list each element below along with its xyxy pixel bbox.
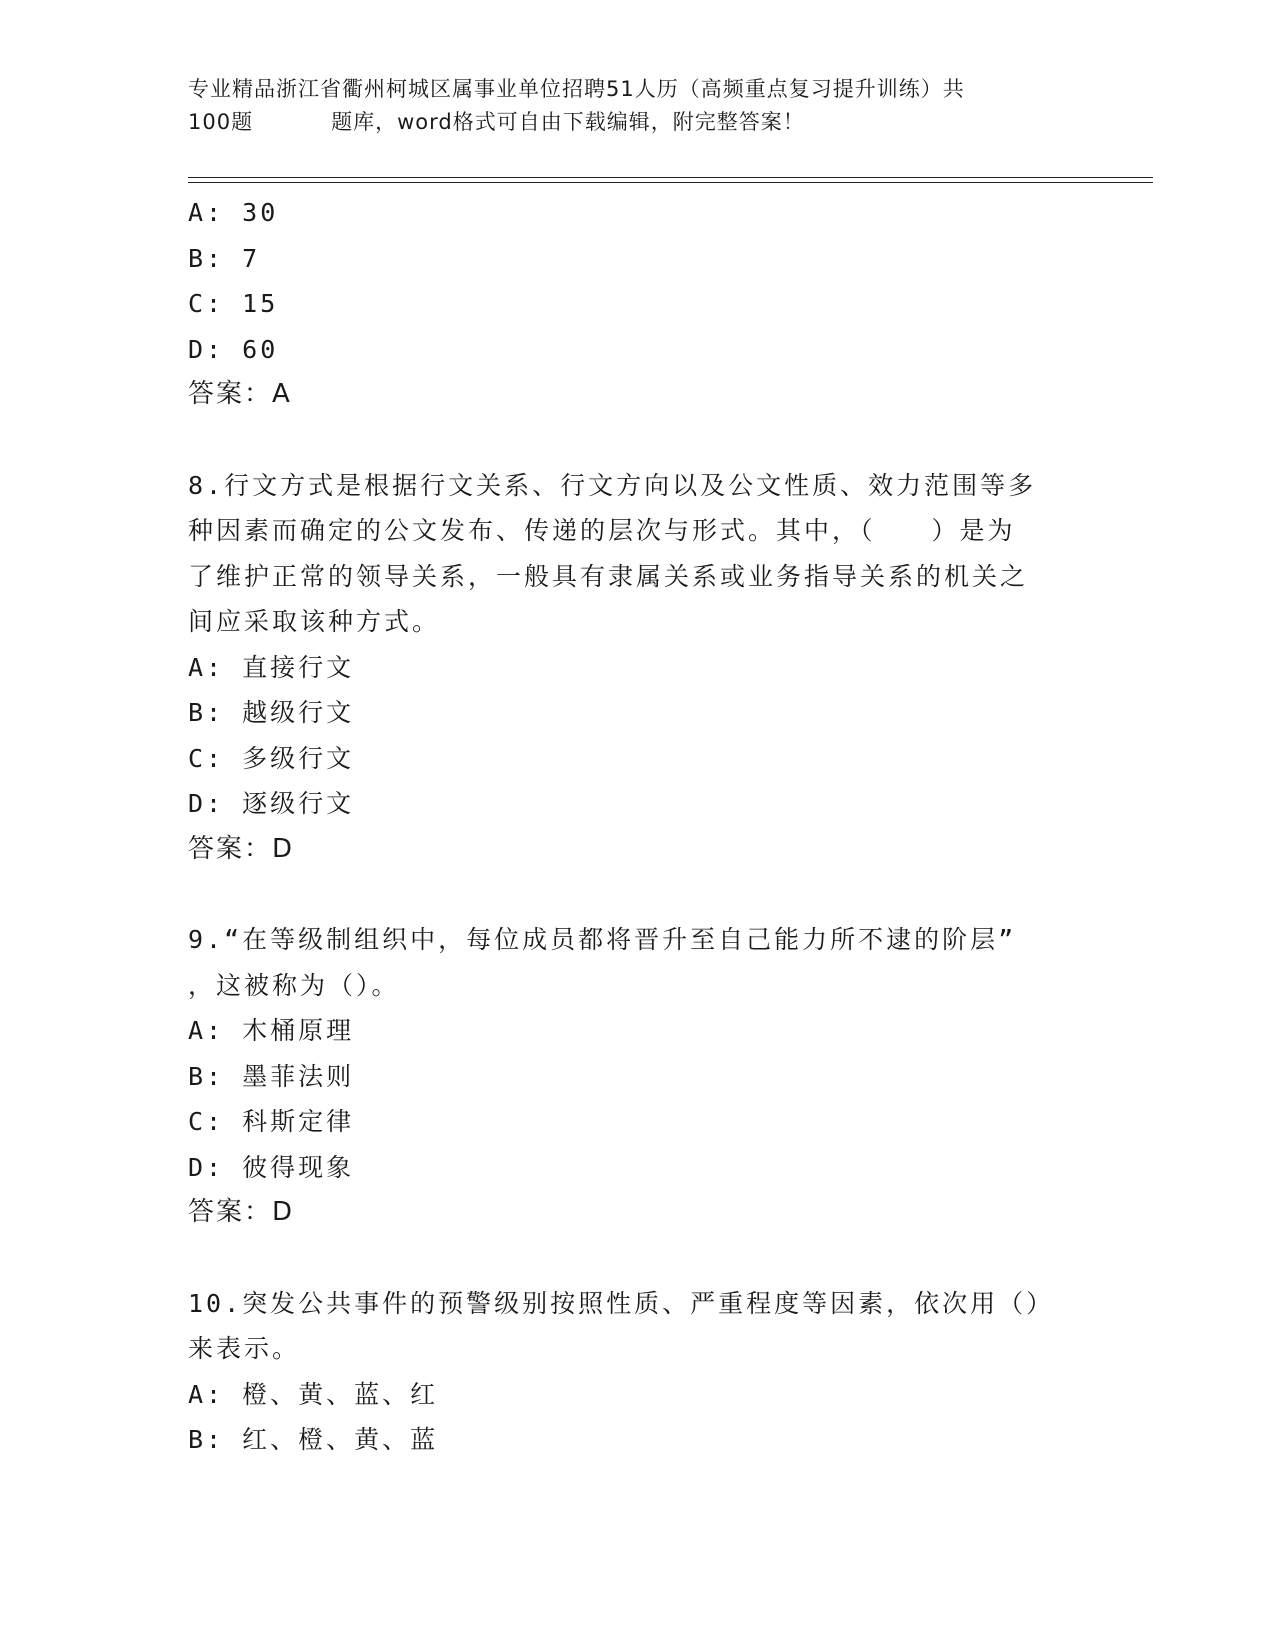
header-divider-bottom: [188, 182, 1153, 183]
question-8-block: [188, 463, 1088, 873]
document-body: [188, 190, 1088, 1463]
option-c: C: 科斯定律: [188, 1107, 355, 1136]
option-d: D: 逐级行文: [188, 789, 355, 818]
header-count: 100题: [188, 110, 254, 134]
header-subtitle: 题库，word格式可自由下载编辑，附完整答案！: [331, 110, 805, 134]
answer-line: 答案：D: [188, 1197, 295, 1227]
option-b: B: 越级行文: [188, 698, 355, 727]
question-10-text: 10.突发公共事件的预警级别按照性质、严重程度等因素，依次用（） 来表示。: [188, 1288, 1055, 1363]
header-title-line-2: [188, 106, 1088, 139]
answer-line: 答案：D: [188, 833, 295, 864]
option-a: A: 橙、黄、蓝、红: [188, 1379, 439, 1409]
option-b: B: 红、橙、黄、蓝: [188, 1425, 439, 1454]
answer-line: 答案：A: [188, 379, 292, 409]
option-b: B: 墨菲法则: [188, 1061, 355, 1091]
option-a: A: 直接行文: [188, 652, 355, 682]
header-divider-top: [188, 177, 1153, 178]
question-8-text: 8.行文方式是根据行文关系、行文方向以及公文性质、效力范围等多 种因素而确定的公文发布、传递的层次与形式。其中，（ ）是为 了维护正常的领导关系，一般具有隶属关系或业务指导关系的机关之 间应采取该种方式。: [188, 470, 1037, 636]
question-9-text: 9.“在等级制组织中，每位成员都将晋升至自己能力所不逮的阶层” ，这被称为（）。: [188, 925, 1017, 1000]
header-title-line-1: 专业精品浙江省衢州柯城区属事业单位招聘51人历（高频重点复习提升训练）共: [188, 77, 965, 101]
question-10-block: [188, 1281, 1088, 1463]
previous-question-block: [188, 190, 1088, 418]
document-header: [188, 73, 1088, 139]
option-d: D: 彼得现象: [188, 1152, 355, 1182]
option-d: D: 60: [188, 334, 279, 364]
option-b: B: 7: [188, 243, 261, 273]
option-a: A: 30: [188, 198, 279, 227]
option-a: A: 木桶原理: [188, 1016, 355, 1045]
option-c: C: 多级行文: [188, 743, 355, 773]
question-9-block: [188, 917, 1088, 1236]
option-c: C: 15: [188, 289, 279, 318]
